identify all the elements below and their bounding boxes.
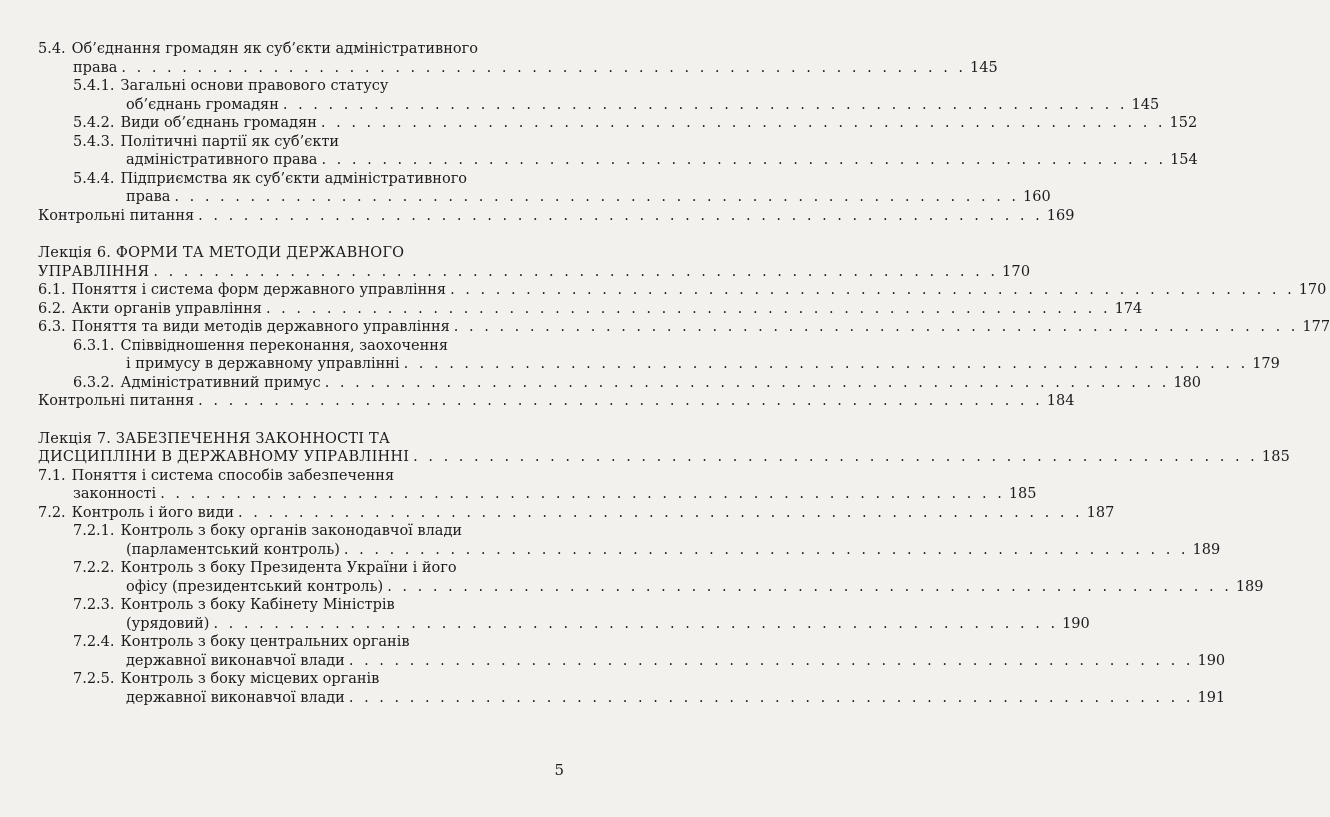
toc-entry-text: УПРАВЛІННЯ [38, 263, 150, 280]
toc-entry [73, 337, 1280, 374]
toc-lecture-heading [38, 244, 1031, 281]
toc-page-ref: 179 [1252, 356, 1280, 372]
toc-entry-text: Контрольні питання [38, 393, 195, 409]
toc-page-ref: 145 [970, 59, 998, 76]
toc-page-ref: 191 [1197, 689, 1226, 706]
toc-entry-text: Лекція 7. ЗАБЕЗПЕЧЕННЯ ЗАКОННОСТІ ТА [38, 430, 391, 447]
toc-entry-text: права [73, 59, 118, 76]
toc-entry-number: 7.1. [38, 467, 66, 484]
toc-page-ref: 190 [1197, 652, 1226, 669]
toc-entry-number: 6.1. [38, 282, 66, 298]
toc-page-ref: 174 [1114, 300, 1143, 317]
toc-entry-text: об’єднань громадян [126, 96, 279, 113]
leader-dots: . . . . . . . . . . . . . . . . . . . . . . . . . . . . . . . . . . . . . . . . . . . . . . . . . . . . . . . . [198, 393, 1043, 409]
toc-entry-text: Загальні основи правового статусу [120, 78, 389, 94]
leader-dots: . . . . . . . . . . . . . . . . . . . . . . . . . . . . . . . . . . . . . . . . . . . . . . . . . . . . . . . . [213, 615, 1059, 632]
table-of-contents [38, 40, 1330, 707]
toc-entry-text: Контроль з боку Кабінету Міністрів [120, 597, 395, 613]
leader-dots: . . . . . . . . . . . . . . . . . . . . . . . . . . . . . . . . . . . . . . . . . . . . . . . . . . . . . . . . [321, 152, 1167, 168]
leader-dots: . . . . . . . . . . . . . . . . . . . . . . . . . . . . . . . . . . . . . . . . . . . . . . . . . . . . . . . . [324, 374, 1170, 391]
toc-entry [38, 504, 1115, 523]
toc-entry-text: Контроль з боку Президента України і його [120, 560, 457, 576]
toc-entry [73, 522, 1221, 559]
toc-entry-text: Об’єднання громадян як суб’єкти адміністративного [71, 41, 478, 57]
toc-entry [73, 170, 1051, 207]
leader-dots: . . . . . . . . . . . . . . . . . . . . . . . . . . . . . . . . . . . . . . . . . . . . . . . . . . . . . . . . [160, 486, 1005, 502]
toc-entry-number: 5.4.2. [73, 115, 115, 131]
toc-entry [73, 133, 1198, 170]
toc-page-ref: 154 [1170, 152, 1198, 168]
leader-dots: . . . . . . . . . . . . . . . . . . . . . . . . . . . . . . . . . . . . . . . . . . . . . . . . . . . . . . . . [403, 356, 1249, 372]
toc-entry-text: Співвідношення переконання, заохочення [120, 337, 449, 354]
toc-entry-text: Лекція 6. ФОРМИ ТА МЕТОДИ ДЕРЖАВНОГО [38, 245, 405, 261]
leader-dots: . . . . . . . . . . . . . . . . . . . . . . . . . . . . . . . . . . . . . . . . . . . . . . . . . . . . . . . . [450, 282, 1295, 298]
toc-entry [73, 77, 1160, 114]
toc-page-ref: 177 [1302, 319, 1330, 335]
toc-entry-text: Поняття і система форм державного управління [71, 282, 447, 298]
toc-page-ref: 190 [1062, 615, 1090, 632]
toc-entry-number: 7.2. [38, 504, 66, 521]
toc-page-ref: 185 [1261, 449, 1291, 465]
leader-dots: . . . . . . . . . . . . . . . . . . . . . . . . . . . . . . . . . . . . . . . . . . . . . . . . . . . . . . . . [238, 504, 1083, 521]
toc-entry [38, 467, 1037, 504]
toc-entry-number: 5.4. [38, 41, 66, 57]
toc-entry-text: і примусу в державному управлінні [126, 356, 400, 372]
toc-lecture-heading [38, 430, 1291, 467]
toc-entry-number: 6.2. [38, 300, 66, 317]
toc-review-questions [38, 392, 1075, 411]
toc-entry-number: 6.3.2. [73, 374, 115, 391]
leader-dots: . . . . . . . . . . . . . . . . . . . . . . . . . . . . . . . . . . . . . . . . . . . . . . . . . . . . . . . . [348, 689, 1194, 706]
leader-dots: . . . . . . . . . . . . . . . . . . . . . . . . . . . . . . . . . . . . . . . . . . . . . . . . . . . . . . . . [265, 300, 1111, 317]
toc-entry-number: 5.4.3. [73, 133, 115, 150]
toc-entry-number: 5.4.1. [73, 78, 115, 94]
leader-dots: . . . . . . . . . . . . . . . . . . . . . . . . . . . . . . . . . . . . . . . . . . . . . . . . . . . . . . . . [198, 207, 1043, 224]
leader-dots: . . . . . . . . . . . . . . . . . . . . . . . . . . . . . . . . . . . . . . . . . . . . . . . . . . . . . . . . [121, 59, 967, 76]
toc-page-ref: 180 [1173, 374, 1202, 391]
toc-entry [38, 300, 1143, 319]
leader-dots: . . . . . . . . . . . . . . . . . . . . . . . . . . . . . . . . . . . . . . . . . . . . . . . . . . . . . . . . [348, 652, 1194, 669]
toc-entry-text: Акти органів управління [71, 300, 262, 317]
toc-entry [38, 281, 1327, 300]
leader-dots: . . . . . . . . . . . . . . . . . . . . . . . . . . . . . . . . . . . . . . . . . . . . . . . . . . . . . . . . [453, 319, 1299, 335]
toc-entry [73, 559, 1264, 596]
toc-entry-number: 6.3. [38, 319, 66, 335]
leader-dots: . . . . . . . . . . . . . . . . . . . . . . . . . . . . . . . . . . . . . . . . . . . . . . . . . . . . . . . . [153, 263, 998, 280]
toc-entry-text: ДИСЦИПЛІНИ В ДЕРЖАВНОМУ УПРАВЛІННІ [38, 449, 410, 465]
toc-entry-text: державної виконавчої влади [126, 689, 345, 706]
toc-entry-text: Види об’єднань громадян [120, 115, 317, 131]
toc-review-questions [38, 207, 1075, 226]
toc-page-ref: 185 [1008, 486, 1037, 502]
toc-page-ref: 169 [1046, 207, 1075, 224]
toc-entry-text: Контроль з боку центральних органів [120, 634, 410, 650]
toc-entry-text: Поняття і система способів забезпечення [71, 467, 395, 484]
toc-entry [73, 596, 1090, 633]
toc-page-ref: 170 [1298, 282, 1327, 298]
toc-entry-text: Поняття та види методів державного управління [71, 319, 450, 335]
toc-entry [73, 114, 1198, 133]
toc-entry-text: Контрольні питання [38, 207, 195, 224]
toc-page-ref: 187 [1086, 504, 1115, 521]
leader-dots: . . . . . . . . . . . . . . . . . . . . . . . . . . . . . . . . . . . . . . . . . . . . . . . . . . . . . . . . [387, 578, 1232, 595]
toc-entry-text: права [126, 189, 171, 205]
toc-entry-number: 7.2.4. [73, 634, 115, 650]
toc-entry [38, 40, 998, 77]
leader-dots: . . . . . . . . . . . . . . . . . . . . . . . . . . . . . . . . . . . . . . . . . . . . . . . . . . . . . . . . [282, 96, 1128, 113]
toc-entry-number: 6.3.1. [73, 337, 115, 354]
toc-entry-number: 7.2.3. [73, 597, 115, 613]
toc-entry-text: Підприємства як суб’єкти адміністративного [120, 170, 468, 187]
toc-entry [73, 374, 1202, 393]
toc-page-ref: 170 [1001, 263, 1031, 280]
toc-entry [38, 318, 1330, 337]
toc-page-ref: 184 [1046, 393, 1075, 409]
toc-entry-text: Контроль з боку місцевих органів [120, 671, 380, 687]
toc-entry-text: законності [73, 486, 157, 502]
leader-dots: . . . . . . . . . . . . . . . . . . . . . . . . . . . . . . . . . . . . . . . . . . . . . . . . . . . . . . . . [343, 541, 1189, 558]
toc-entry-text: Контроль і його види [71, 504, 235, 521]
toc-entry-number: 7.2.2. [73, 560, 115, 576]
toc-entry-text: адміністративного права [126, 152, 318, 168]
toc-entry-text: (парламентський контроль) [126, 541, 340, 558]
toc-entry-number: 5.4.4. [73, 170, 115, 187]
toc-entry-text: (урядовий) [126, 615, 210, 632]
toc-entry-number: 7.2.5. [73, 671, 115, 687]
toc-page-ref: 145 [1131, 96, 1160, 113]
toc-entry-text: державної виконавчої влади [126, 652, 345, 669]
toc-entry-number: 7.2.1. [73, 523, 115, 539]
page-number: 5 [554, 761, 564, 779]
toc-entry-text: офісу (президентський контроль) [126, 578, 384, 595]
toc-page-ref: 152 [1169, 115, 1198, 131]
toc-entry-text: Політичні партії як суб’єкти [120, 133, 340, 150]
toc-page-ref: 189 [1192, 541, 1221, 558]
leader-dots: . . . . . . . . . . . . . . . . . . . . . . . . . . . . . . . . . . . . . . . . . . . . . . . . . . . . . . . . [413, 449, 1258, 465]
leader-dots: . . . . . . . . . . . . . . . . . . . . . . . . . . . . . . . . . . . . . . . . . . . . . . . . . . . . . . . . [174, 189, 1020, 205]
toc-page-ref: 160 [1023, 189, 1051, 205]
toc-page-ref: 189 [1235, 578, 1264, 595]
toc-entry [73, 670, 1226, 707]
leader-dots: . . . . . . . . . . . . . . . . . . . . . . . . . . . . . . . . . . . . . . . . . . . . . . . . . . . . . . . . [320, 115, 1166, 131]
toc-entry [73, 633, 1226, 670]
toc-entry-text: Адміністративний примус [120, 374, 321, 391]
toc-entry-text: Контроль з боку органів законодавчої влади [120, 523, 463, 539]
